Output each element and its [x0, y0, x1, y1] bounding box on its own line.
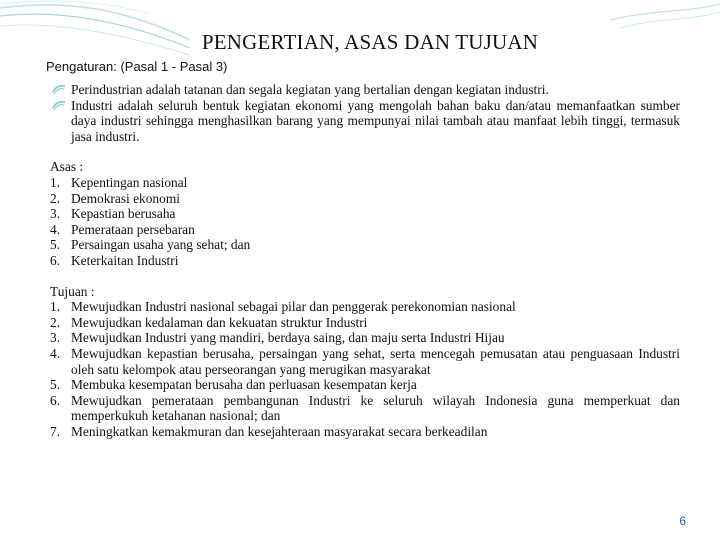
list-number: 5.	[50, 377, 61, 393]
tujuan-list	[50, 299, 680, 439]
asas-section	[50, 159, 680, 268]
list-item	[50, 377, 680, 393]
list-number: 1.	[50, 174, 61, 190]
list-number: 3.	[50, 206, 61, 222]
list-item-text: Persaingan usaha yang sehat; dan	[71, 237, 251, 253]
list-item-text: Keterkaitan Industri	[71, 252, 179, 268]
list-item-text: Demokrasi ekonomi	[71, 190, 180, 206]
list-item-text: Membuka kesempatan berusaha dan perluasan kesempatan kerja	[71, 377, 417, 393]
slide-content	[50, 82, 680, 439]
tujuan-section	[50, 284, 680, 440]
list-item-text: Mewujudkan kepastian berusaha, persaingan yang sehat, serta mencegah pemusatan atau penguasaan Industri oleh satu kelompok atau perseorangan yang merugikan masyarakat	[71, 345, 680, 377]
list-number: 6.	[50, 252, 61, 268]
list-item	[50, 393, 680, 424]
list-item-text: Mewujudkan pemerataan pembangunan Industri ke seluruh wilayah Indonesia guna memperkuat dan memperkukuh ketahanan nasional; dan	[71, 392, 680, 424]
list-number: 4.	[50, 345, 61, 361]
asas-list	[50, 175, 680, 269]
pengertian-item	[50, 98, 680, 145]
slide-subtitle: Pengaturan: (Pasal 1 - Pasal 3)	[46, 59, 228, 74]
list-number: 5.	[50, 237, 61, 253]
list-item-text: Mewujudkan Industri yang mandiri, berdaya saing, dan maju serta Industri Hijau	[71, 330, 505, 346]
list-number: 1.	[50, 299, 61, 315]
list-item	[50, 253, 680, 269]
list-item	[50, 299, 680, 315]
list-number: 6.	[50, 392, 61, 408]
page-number: 6	[679, 514, 686, 528]
list-item-text: Mewujudkan kedalaman dan kekuatan struktur Industri	[71, 314, 368, 330]
asas-heading: Asas :	[50, 159, 84, 175]
list-number: 3.	[50, 330, 61, 346]
list-item	[50, 424, 680, 440]
list-number: 4.	[50, 221, 61, 237]
list-item	[50, 191, 680, 207]
list-item-text: Kepastian berusaha	[71, 206, 176, 222]
list-item-text: Pemerataan persebaran	[71, 221, 195, 237]
swoosh-bullet-icon	[52, 100, 66, 111]
list-item-text: Kepentingan nasional	[71, 174, 188, 190]
list-item	[50, 222, 680, 238]
tujuan-heading: Tujuan :	[50, 283, 95, 299]
list-item	[50, 346, 680, 377]
list-number: 2.	[50, 190, 61, 206]
pengertian-item	[50, 82, 680, 98]
list-item	[50, 330, 680, 346]
slide-title: PENGERTIAN, ASAS DAN TUJUAN	[201, 30, 539, 54]
list-item	[50, 237, 680, 253]
pengertian-text: Perindustrian adalah tatanan dan segala kegiatan yang bertalian dengan kegiatan industri.	[71, 82, 549, 97]
pengertian-list	[50, 82, 680, 144]
list-number: 2.	[50, 314, 61, 330]
pengertian-text: Industri adalah seluruh bentuk kegiatan ekonomi yang mengolah bahan baku dan/atau memanfaatkan sumber daya industri sehingga menghasilkan barang yang mempunyai nilai tambah atau manfaat lebih tinggi, termasuk jasa industri.	[71, 97, 680, 144]
list-number: 7.	[50, 423, 61, 439]
list-item-text: Meningkatkan kemakmuran dan kesejahteraan masyarakat secara berkeadilan	[71, 423, 488, 439]
list-item	[50, 206, 680, 222]
list-item	[50, 175, 680, 191]
list-item-text: Mewujudkan Industri nasional sebagai pilar dan penggerak perekonomian nasional	[71, 299, 516, 315]
swoosh-bullet-icon	[52, 84, 66, 95]
list-item	[50, 315, 680, 331]
